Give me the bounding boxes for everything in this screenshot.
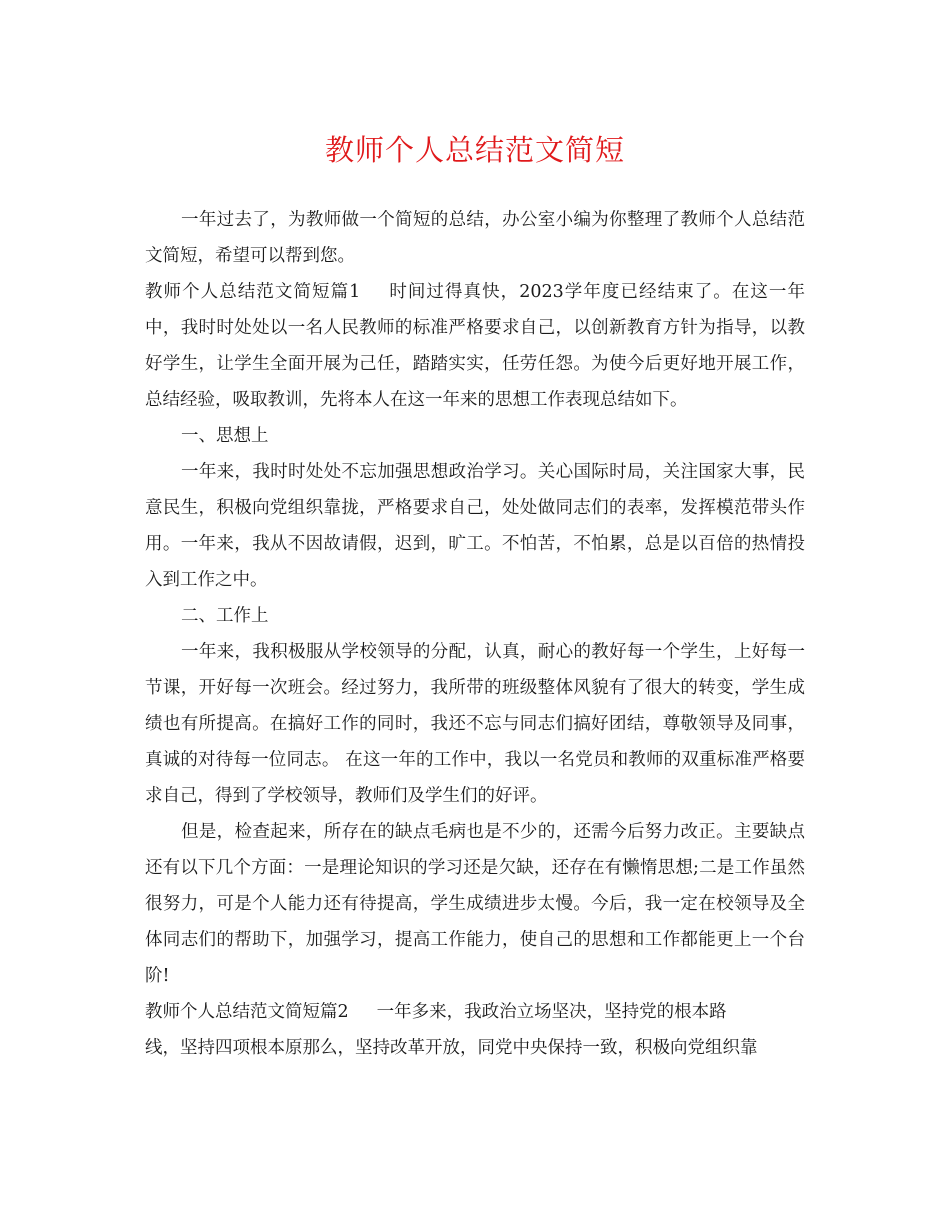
article-1-opening-paragraph xyxy=(145,274,805,418)
section-1-paragraph: 一年来，我时时处处不忘加强思想政治学习。关心国际时局，关注国家大事，民意民生，积极向党组织靠拢，严格要求自己，处处做同志们的表率，发挥模范带头作用。一年来，我从不因故请假，迟到，旷工。不怕苦，不怕累，总是以百倍的热情投入到工作之中。 xyxy=(145,462,805,590)
closing-paragraph: 但是，检查起来，所存在的缺点毛病也是不少的，还需今后努力改正。主要缺点还有以下几个方面：一是理论知识的学习还是欠缺，还存在有懒惰思想;二是工作虽然很努力，可是个人能力还有待提高，学生成绩进步太慢。今后，我一定在校领导及全体同志们的帮助下，加强学习，提高工作能力，使自己的思想和工作都能更上一个台阶! xyxy=(145,822,805,986)
document-title: 教师个人总结范文简短 xyxy=(324,133,625,167)
intro-paragraph: 一年过去了，为教师做一个简短的总结，办公室小编为你整理了教师个人总结范文简短，希望可以帮到您。 xyxy=(145,210,805,266)
section-2-heading: 二、工作上 xyxy=(181,606,269,626)
document-body xyxy=(145,202,805,1066)
article-2-opening-text-1: 一年多来，我政治立场坚决，坚持党的根本路 xyxy=(376,1002,727,1022)
article-2-label: 教师个人总结范文简短篇2 xyxy=(145,1002,349,1022)
section-1-heading: 一、思想上 xyxy=(181,426,269,446)
section-2-paragraph: 一年来，我积极服从学校领导的分配，认真，耐心的教好每一个学生，上好每一节课，开好每一次班会。经过努力，我所带的班级整体风貌有了很大的转变，学生成绩也有所提高。在搞好工作的同时，我还不忘与同志们搞好团结，尊敬领导及同事，真诚的对待每一位同志。 在这一年的工作中，我以一名党员和教师的双重标准严格要求自己，得到了学校领导，教师们及学生们的好评。 xyxy=(145,642,805,806)
article-1-label: 教师个人总结范文简短篇1 xyxy=(145,282,361,302)
article-2-opening-line-1 xyxy=(145,994,805,1030)
article-2-opening-line-2: 线，坚持四项根本原那么，坚持改革开放，同党中央保持一致，积极向党组织靠 xyxy=(145,1038,758,1058)
article-1-opening-text: 时间过得真快，2023学年度已经结束了。在这一年中，我时时处处以一名人民教师的标准严格要求自己，以创新教育方针为指导，以教好学生，让学生全面开展为己任，踏踏实实，任劳任怨。为使今后更好地开展工作，总结经验，吸取教训，先将本人在这一年来的思想工作表现总结如下。 xyxy=(145,282,805,410)
